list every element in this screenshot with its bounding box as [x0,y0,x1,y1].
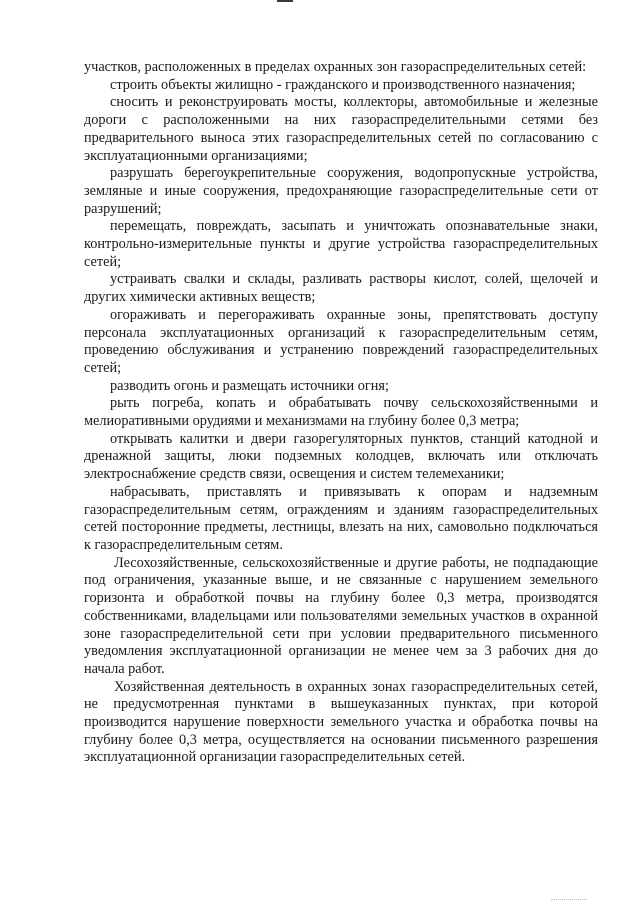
paragraph-economic-activity: Хозяйственная деятельность в охранных зонах газораспределительных сетей, не предусмотренная пунктами в вышеуказанных пунктах, при которой производится нарушение поверхности земельного участка и обработка почвы на глубину более 0,3 метра, осуществляется на основании письменного разрешения эксплуатационной организации газораспределительных сетей. [84,678,598,766]
paragraph-build: строить объекты жилищно - гражданского и производственного назначения; [110,76,576,93]
paragraph-objects: набрасывать, приставлять и привязывать к опорам и надземным газораспределительным сетям, ограждениям и зданиям газораспределительных сетей посторонние предметы, лестницы, влезать на них, самовольно подключаться к газораспределительным сетям. [84,483,598,553]
paragraph-forestry: Лесохозяйственные, сельскохозяйственные и другие работы, не подпадающие под ограничения, указанные выше, и не связанные с нарушением земельного горизонта и обработкой почвы на глубину более 0,3 метра, производятся собственниками, владельцами или пользователями земельных участков в охранной зоне газораспределительной сети при условии предварительного письменного уведомления эксплуатационной организации не менее чем за 3 рабочих дня до начала работ. [84,554,598,677]
paragraph-demolish: сносить и реконструировать мосты, коллекторы, автомобильные и железные дороги с расположенными на них газораспределительными сетями без предварительного выноса этих газораспределительных сетей по согласованию с эксплуатационными организациями; [84,94,598,164]
paragraph-destroy: разрушать берегоукрепительные сооружения, водопропускные устройства, земляные и иные сооружения, предохраняющие газораспределительные сети от разрушений; [84,165,598,217]
paragraph-fire: разводить огонь и размещать источники огня; [110,377,389,394]
paragraph-move-signs: перемещать, повреждать, засыпать и уничтожать опознавательные знаки, контрольно-измерительные пункты и другие устройства газораспределительных сетей; [84,218,598,270]
page-top-mark [277,0,293,2]
paragraph-dumps: устраивать свалки и склады, разливать растворы кислот, солей, щелочей и других химически активных веществ; [84,271,598,306]
document-body [84,59,598,767]
page-bottom-mark [551,899,587,901]
paragraph-gates: открывать калитки и двери газорегуляторных пунктов, станций катодной и дренажной защиты, люки подземных колодцев, включать или отключать электроснабжение средств связи, освещения и систем телемеханики; [84,430,598,483]
paragraph-intro: участков, расположенных в пределах охранных зон газораспределительных сетей: [84,59,587,75]
paragraph-fencing: огораживать и перегораживать охранные зоны, препятствовать доступу персонала эксплуатационных организаций к газораспределительным сетям, проведению обслуживания и устранению повреждений газораспределительных сетей; [84,306,598,376]
paragraph-digging: рыть погреба, копать и обрабатывать почву сельскохозяйственными и мелиоративными орудиями и механизмами на глубину более 0,3 метра; [84,395,598,430]
